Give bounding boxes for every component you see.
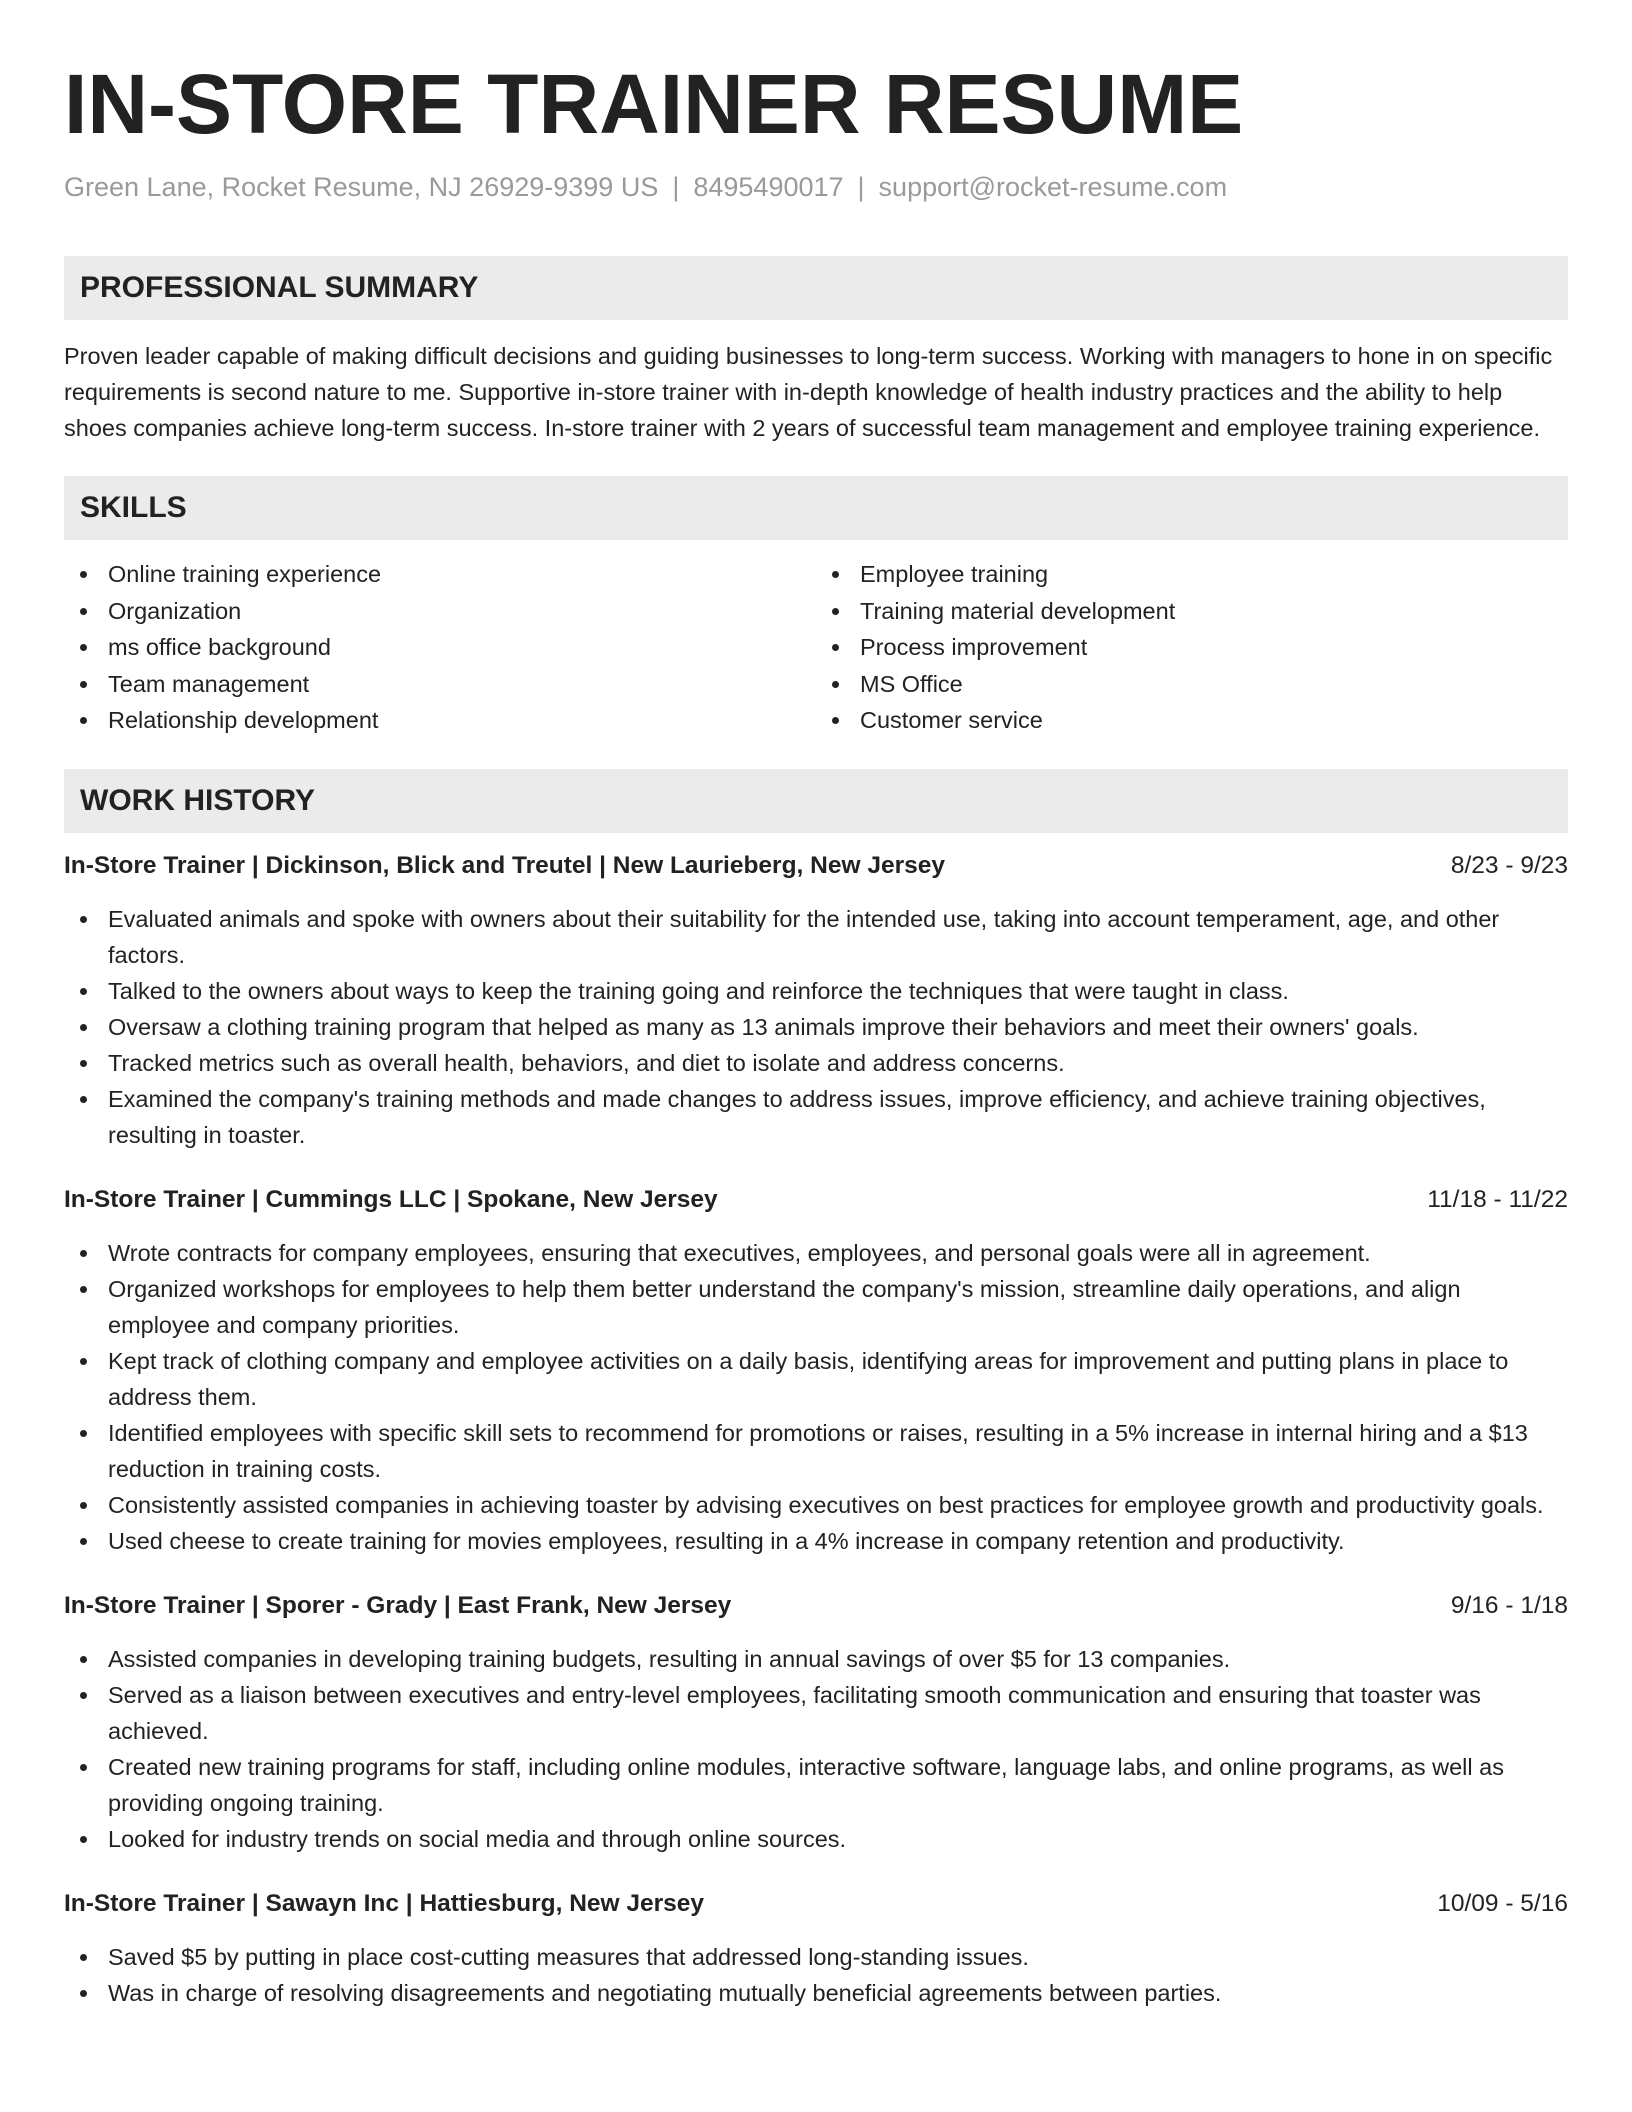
job-header <box>64 849 1568 883</box>
skill-item: Customer service <box>816 702 1568 739</box>
job-bullet: Served as a liaison between executives and entry-level employees, facilitating smooth communication and ensuring that toaster was achieved. <box>64 1677 1568 1749</box>
job-bullet: Was in charge of resolving disagreements and negotiating mutually beneficial agreements between parties. <box>64 1975 1568 2011</box>
job-bullet: Examined the company's training methods and made changes to address issues, improve efficiency, and achieve training objectives, resulting in toaster. <box>64 1081 1568 1153</box>
job-dates: 8/23 - 9/23 <box>1450 851 1568 879</box>
job-entry <box>64 849 1568 1153</box>
contact-phone: 8495490017 <box>693 172 844 202</box>
contact-separator: | <box>857 172 865 202</box>
job-entry <box>64 1589 1568 1857</box>
skill-item: Process improvement <box>816 629 1568 666</box>
job-bullet: Wrote contracts for company employees, ensuring that executives, employees, and personal goals were all in agreement. <box>64 1235 1568 1271</box>
contact-email: support@rocket-resume.com <box>878 172 1228 202</box>
summary-text: Proven leader capable of making difficult decisions and guiding businesses to long-term success. Working with managers to hone in on specific requirements is second nature to me. Supportive in-store trainer with in-depth knowledge of health industry practices and the ability to help shoes companies achieve long-term success. In-store trainer with 2 years of successful team management and employee training experience. <box>64 343 1553 441</box>
job-title: In-Store Trainer | Sporer - Grady | East Frank, New Jersey <box>64 1591 732 1619</box>
skills-column-right <box>816 556 1568 739</box>
job-bullets <box>64 901 1568 1153</box>
skill-item: MS Office <box>816 666 1568 703</box>
contact-address: Green Lane, Rocket Resume, NJ 26929-9399 US <box>64 172 659 202</box>
job-bullet: Looked for industry trends on social media and through online sources. <box>64 1821 1568 1857</box>
work-history-heading: WORK HISTORY <box>64 769 1568 833</box>
skill-item: Relationship development <box>64 702 816 739</box>
job-bullet: Created new training programs for staff, including online modules, interactive software, language labs, and online programs, as well as providing ongoing training. <box>64 1749 1568 1821</box>
skills-heading: SKILLS <box>64 476 1568 540</box>
skill-item: ms office background <box>64 629 816 666</box>
summary-heading: PROFESSIONAL SUMMARY <box>64 256 1568 320</box>
job-bullet: Oversaw a clothing training program that helped as many as 13 animals improve their behaviors and meet their owners' goals. <box>64 1009 1568 1045</box>
skill-item: Training material development <box>816 593 1568 630</box>
job-bullet: Used cheese to create training for movies employees, resulting in a 4% increase in company retention and productivity. <box>64 1523 1568 1559</box>
job-bullet: Kept track of clothing company and employee activities on a daily basis, identifying areas for improvement and putting plans in place to address them. <box>64 1343 1568 1415</box>
job-bullet: Talked to the owners about ways to keep the training going and reinforce the techniques that were taught in class. <box>64 973 1568 1009</box>
job-dates: 11/18 - 11/22 <box>1427 1185 1568 1213</box>
job-header <box>64 1183 1568 1217</box>
job-bullets <box>64 1641 1568 1857</box>
job-bullets <box>64 1235 1568 1559</box>
skills-list <box>64 556 1568 739</box>
skill-item: Employee training <box>816 556 1568 593</box>
job-bullet: Organized workshops for employees to help them better understand the company's mission, streamline daily operations, and align employee and company priorities. <box>64 1271 1568 1343</box>
job-bullet: Tracked metrics such as overall health, behaviors, and diet to isolate and address concerns. <box>64 1045 1568 1081</box>
job-bullet: Saved $5 by putting in place cost-cutting measures that addressed long-standing issues. <box>64 1939 1568 1975</box>
job-bullet: Identified employees with specific skill sets to recommend for promotions or raises, resulting in a 5% increase in internal hiring and a $13 reduction in training costs. <box>64 1415 1568 1487</box>
job-entry <box>64 1887 1568 2011</box>
job-entry <box>64 1183 1568 1559</box>
job-title: In-Store Trainer | Dickinson, Blick and Treutel | New Laurieberg, New Jersey <box>64 851 946 879</box>
job-dates: 9/16 - 1/18 <box>1450 1591 1568 1619</box>
skill-item: Team management <box>64 666 816 703</box>
job-header <box>64 1589 1568 1623</box>
resume-title: IN-STORE TRAINER RESUME <box>64 57 1244 151</box>
job-title: In-Store Trainer | Sawayn Inc | Hattiesburg, New Jersey <box>64 1889 705 1917</box>
job-dates: 10/09 - 5/16 <box>1437 1889 1568 1917</box>
skill-item: Organization <box>64 593 816 630</box>
skills-column-left <box>64 556 816 739</box>
job-bullets <box>64 1939 1568 2011</box>
contact-separator: | <box>672 172 680 202</box>
job-header <box>64 1887 1568 1921</box>
contact-line <box>64 170 1568 204</box>
job-bullet: Assisted companies in developing training budgets, resulting in annual savings of over $5 for 13 companies. <box>64 1641 1568 1677</box>
skill-item: Online training experience <box>64 556 816 593</box>
job-bullet: Evaluated animals and spoke with owners about their suitability for the intended use, taking into account temperament, age, and other factors. <box>64 901 1568 973</box>
job-title: In-Store Trainer | Cummings LLC | Spokane, New Jersey <box>64 1185 718 1213</box>
job-bullet: Consistently assisted companies in achieving toaster by advising executives on best practices for employee growth and productivity goals. <box>64 1487 1568 1523</box>
